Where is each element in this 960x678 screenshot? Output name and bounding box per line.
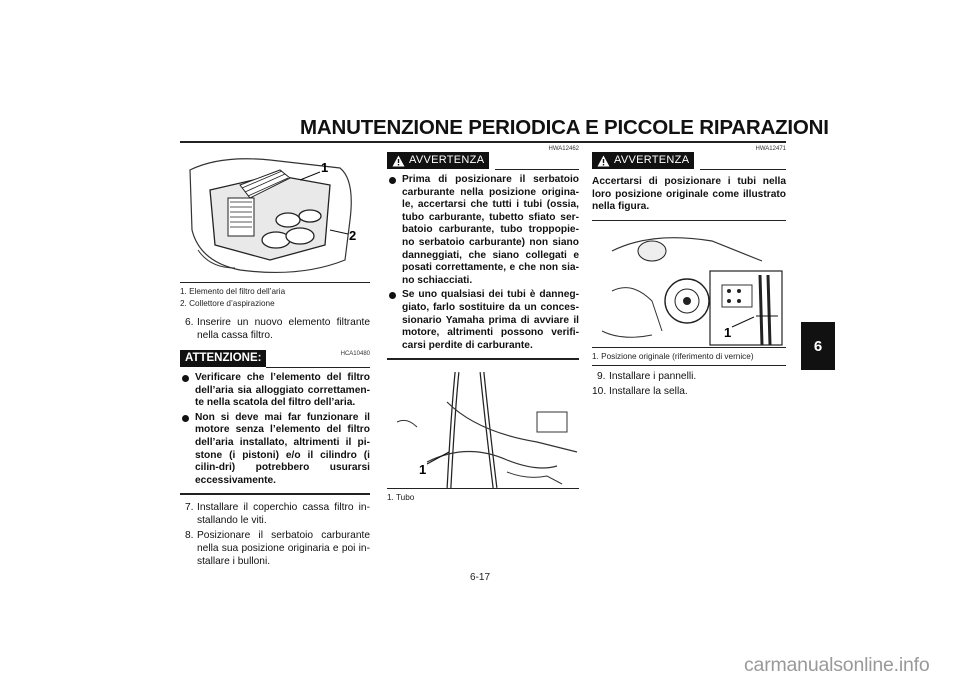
figure-caption-1: 1. Posizione originale (riferimento di vernice) [592,352,754,362]
header-rule [180,141,786,143]
column-middle [387,146,579,504]
bullet-text: Verificare che l’elemento del filtro dell’aria sia alloggiato correttamen-te nella scatola del filtro dell’aria. [195,372,370,409]
warning-triangle-icon [597,155,610,167]
notice-closing-rule [387,358,579,360]
warning-header [387,146,579,172]
warning-bullet [387,289,579,352]
bullet-dot-icon [389,292,396,299]
step-number: 10. [592,386,607,398]
step-number: 7. [185,501,194,513]
warning-header [592,146,786,172]
hose-routing-figure [592,231,786,348]
figure-caption-1: 1. Elemento del filtro dell’aria [180,287,286,296]
fuel-hose-illustration [387,372,579,488]
callout-1: 1 [321,160,329,175]
notice-code: HWA12471 [755,146,786,152]
step-7 [180,501,370,527]
page-title: MANUTENZIONE PERIODICA E PICCOLE RIPARAZIONI [300,116,829,139]
step-text: Installare i pannelli. [609,371,697,383]
notice-code: HCA10480 [340,351,370,357]
warning-triangle-icon [392,155,405,167]
chapter-tab: 6 [801,322,835,370]
column-right [592,146,786,398]
callout-1: 1 [419,461,427,477]
notice-closing-rule [180,493,370,495]
step-text: Inserire un nuovo elemento filtrante nella cassa filtro. [197,317,370,341]
step-6 [180,316,370,342]
air-filter-figure [180,150,370,283]
page-number: 6-17 [469,572,490,583]
step-number: 8. [185,529,194,541]
warning-badge [592,152,694,169]
warning-label: AVVERTENZA [614,154,690,166]
step-9 [592,370,786,383]
watermark: carmanualsonline.info [744,654,930,676]
attention-badge: ATTENZIONE: [180,350,266,367]
step-text: Installare il coperchio cassa filtro in-stallando le viti. [197,501,370,526]
step-text: Installare la sella. [609,386,688,398]
fuel-hose-figure [387,372,579,489]
figure-caption-1: 1. Tubo [387,492,415,502]
step-10 [592,385,786,398]
bullet-dot-icon [182,375,189,382]
caption-rule [592,365,786,366]
air-filter-illustration [180,150,370,282]
step-number: 6. [185,317,194,328]
notice-rule [495,169,579,170]
callout-2: 2 [349,228,357,243]
warning-badge [387,152,489,169]
bullet-dot-icon [389,177,396,184]
step-number: 9. [597,371,606,383]
bullet-dot-icon [182,415,189,422]
bullet-text: Non si deve mai far funzionare il motore senza l’elemento del filtro dell’aria installato, altrimenti il pi-stone (i pistoni) e/o il cilindro (i cilin-dri) potrebbero usurarsi eccessivamente. [195,411,370,486]
step-8 [180,529,370,568]
warning-text: Accertarsi di posizionare i tubi nella loro posizione originale come illustrato nella figura. [592,176,786,213]
attention-bullet [180,372,370,410]
step-text: Posizionare il serbatoio carburante nella sua posizione originaria e poi in-stallare i bulloni. [197,529,370,567]
attention-header [180,350,370,370]
callout-1: 1 [724,325,732,341]
attention-bullet [180,412,370,488]
notice-rule [266,367,370,368]
notice-closing-rule [592,220,786,222]
warning-label: AVVERTENZA [409,154,485,166]
bullet-text: Prima di posizionare il serbatoio carburante nella posizione origina-le, accertarsi che tutti i tubi (ossia, tubo carburante, tubetto sfiato ser-batoio carburante, tubo troppopie-no serbatoio carburante) non siano danneggiati, che siano collegati e posati correttamente, e che non sia-no schiacciati. [402,174,579,286]
warning-bullet [387,174,579,287]
hose-routing-illustration [592,231,786,347]
column-left [180,150,370,568]
notice-code: HWA12462 [548,146,579,152]
bullet-text: Se uno qualsiasi dei tubi è danneg-giato, farlo sostituire da un conces-sionario Yamaha prima di avviare il motore, altrimenti possono verifi-carsi perdite di carburante. [402,289,579,351]
notice-rule [700,169,786,170]
figure-caption-2: 2. Collettore d’aspirazione [180,299,275,308]
